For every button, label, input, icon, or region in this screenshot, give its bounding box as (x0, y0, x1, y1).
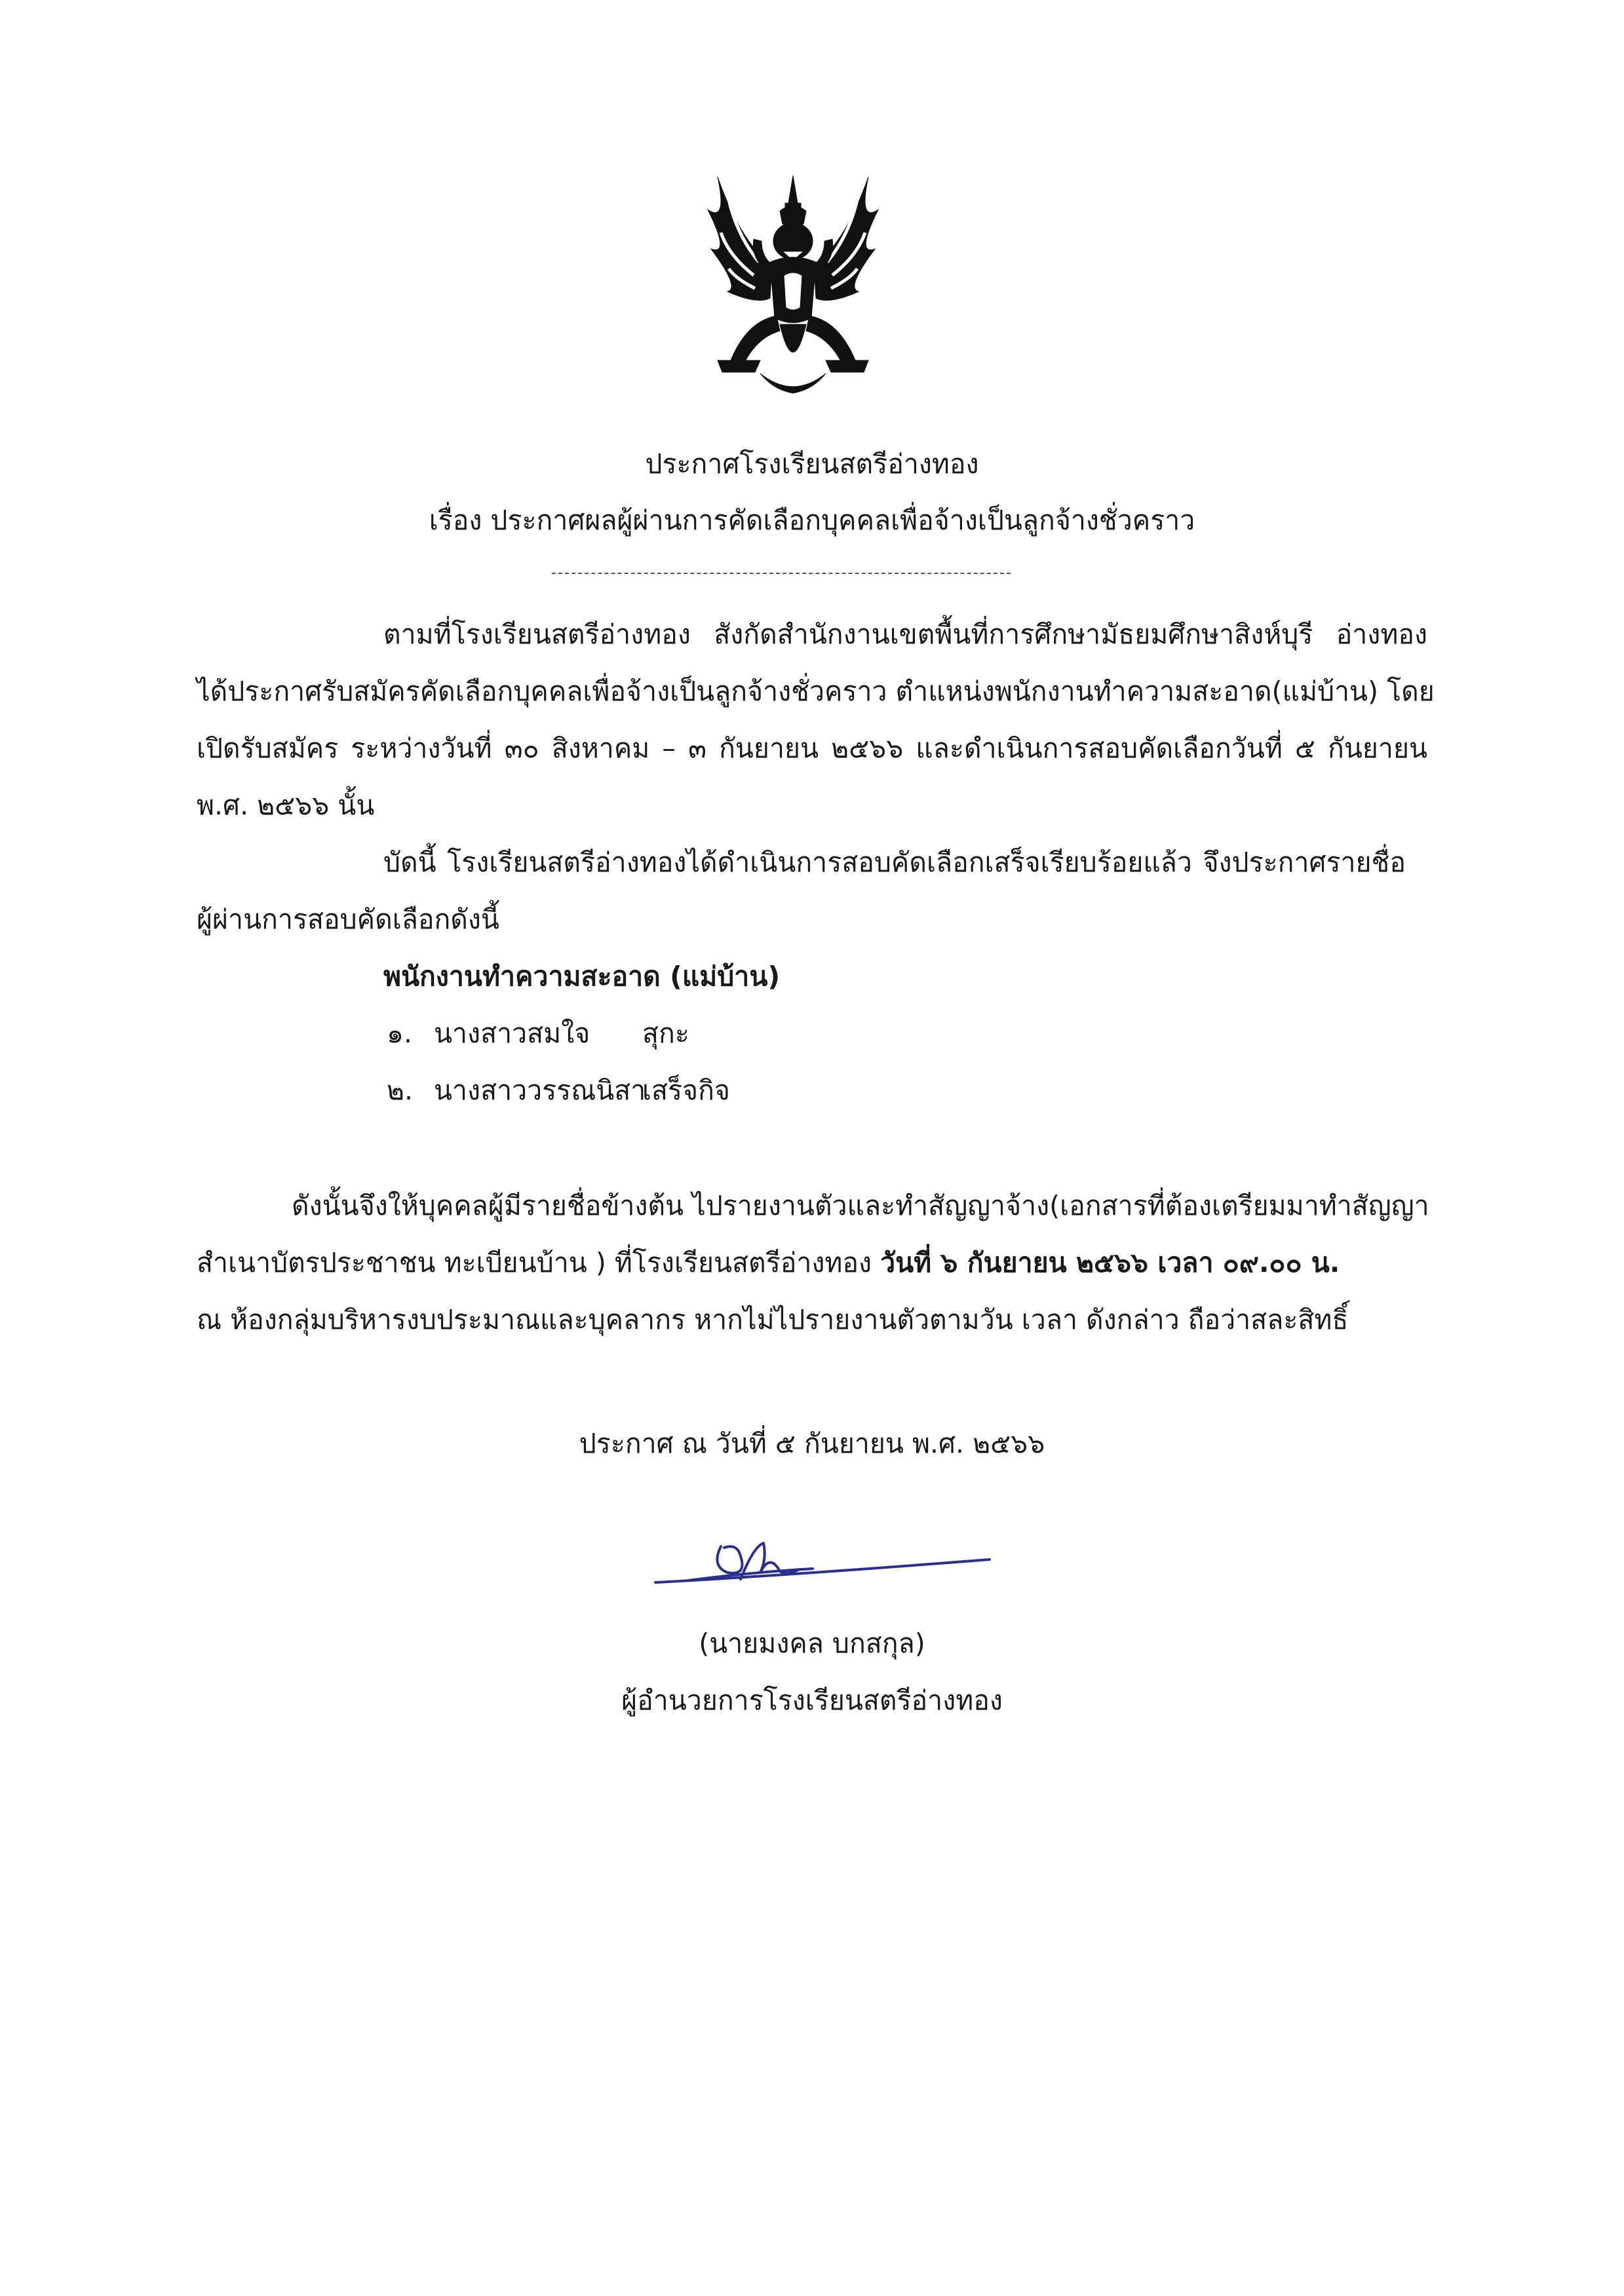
candidate-last-name: สุกะ (642, 1018, 689, 1049)
announcement-title: ประกาศโรงเรียนสตรีอ่างทอง (645, 448, 979, 480)
report-date-time: วันที่ ๖ กันยายน ๒๕๖๖ เวลา ๐๙.๐๐ น. (880, 1247, 1340, 1278)
candidate-row (387, 1072, 730, 1109)
paragraph-3-line-3: ณ ห้องกลุ่มบริหารงบประมาณและบุคลากร หากไม่ไปรายงานตัวตามวัน เวลา ดังกล่าว ถือว่าสละสิทธิ์ (197, 1304, 1349, 1335)
candidate-first-name: นางสาววรรณนิสา (434, 1075, 646, 1106)
position-title: พนักงานทำความสะอาด (แม่บ้าน) (383, 961, 781, 992)
candidate-row (387, 1015, 689, 1052)
paragraph-3-line-2-text: สำเนาบัตรประชาชน ทะเบียนบ้าน ) ที่โรงเรียนสตรีอ่างทอง (197, 1247, 881, 1278)
candidate-last-name: เสร็จกิจ (642, 1075, 730, 1106)
signer-name: (นายมงคล บกสกุล) (699, 1628, 925, 1659)
garuda-emblem-icon (682, 164, 904, 406)
announcement-date: ประกาศ ณ วันที่ ๕ กันยายน พ.ศ. ๒๕๖๖ (579, 1428, 1045, 1459)
paragraph-1-line-2: ได้ประกาศรับสมัครคัดเลือกบุคคลเพื่อจ้างเป็นลูกจ้างชั่วคราว ตำแหน่งพนักงานทำความสะอาด(แม่บ้าน) โดย (197, 676, 1435, 707)
signer-title: ผู้อำนวยการโรงเรียนสตรีอ่างทอง (621, 1685, 1003, 1716)
paragraph-3-line-1: ดังนั้นจึงให้บุคคลผู้มีรายชื่อข้างต้น ไปรายงานตัวและทำสัญญาจ้าง(เอกสารที่ต้องเตรียมมาทำสัญญา (292, 1190, 1429, 1221)
paragraph-2-line-1: บัดนี้ โรงเรียนสตรีอ่างทองได้ดำเนินการสอบคัดเลือกเสร็จเรียบร้อยแล้ว จึงประกาศรายชื่อ (383, 847, 1406, 878)
paragraph-1-line-4: พ.ศ. ๒๕๖๖ นั้น (197, 790, 375, 821)
paragraph-3-line-2 (197, 1244, 1340, 1281)
paragraph-1-line-1: ตามที่โรงเรียนสตรีอ่างทอง สังกัดสำนักงานเขตพื้นที่การศึกษามัธยมศึกษาสิงห์บุรี อ่างทอง (383, 619, 1427, 650)
candidate-number: ๑. (387, 1018, 413, 1049)
announcement-subject: เรื่อง ประกาศผลผู้ผ่านการคัดเลือกบุคคลเพื่อจ้างเป็นลูกจ้างชั่วคราว (429, 505, 1195, 536)
candidate-number: ๒. (387, 1075, 414, 1106)
title-divider (552, 573, 1011, 574)
signature-icon (649, 1520, 1003, 1599)
candidate-first-name: นางสาวสมใจ (434, 1018, 590, 1049)
paragraph-2-line-2: ผู้ผ่านการสอบคัดเลือกดังนี้ (197, 904, 499, 935)
paragraph-1-line-3: เปิดรับสมัคร ระหว่างวันที่ ๓๐ สิงหาคม – ๓ กันยายน ๒๕๖๖ และดำเนินการสอบคัดเลือกวันที่ ๕ กันยายน (197, 733, 1427, 764)
